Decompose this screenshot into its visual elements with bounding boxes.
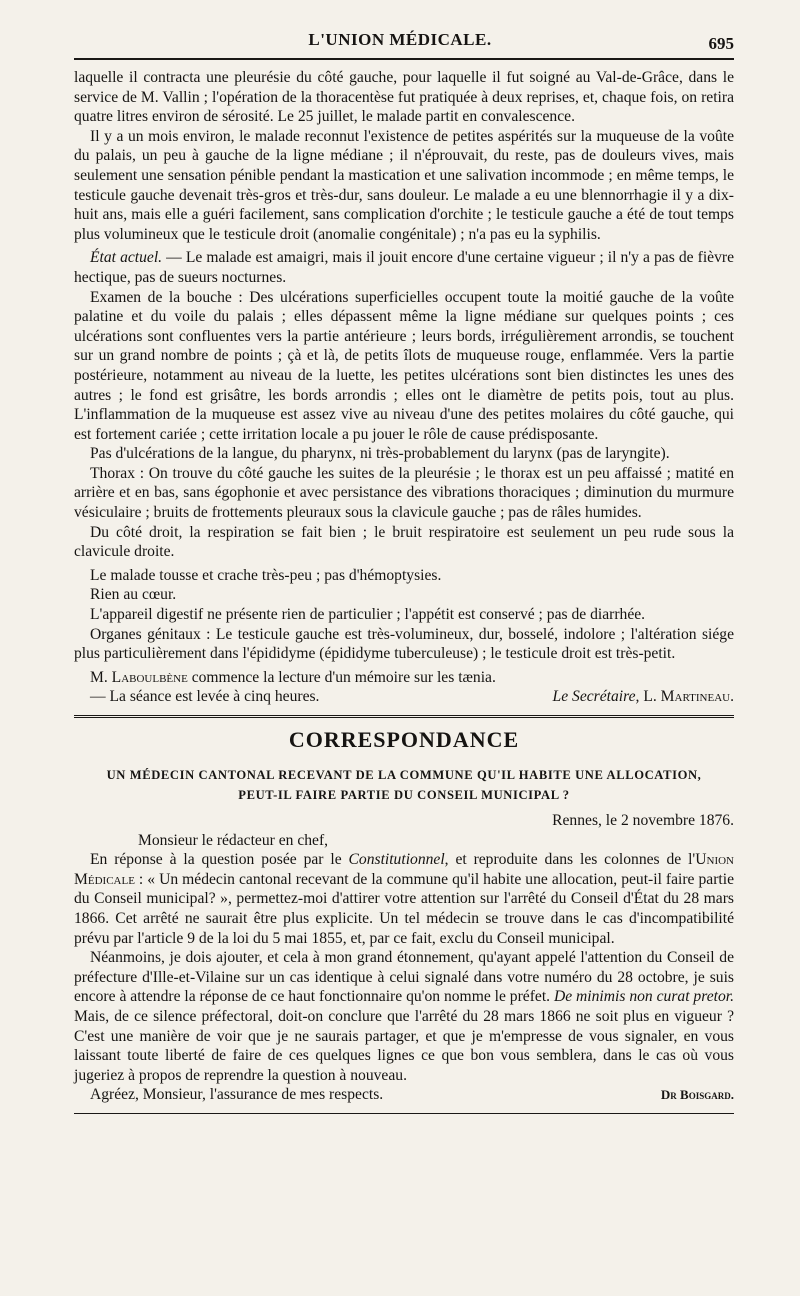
paragraph-onset: Il y a un mois environ, le malade reconnut l'existence de petites aspérités sur la muqueuse de la voûte du palais, un peu à gauche de la ligne médiane ; il n'éprouvait, du reste, pas de douleurs vives, mais seulement une sensation pénible pendant la mastication et une salivation incommode ; en même temps, le testicule gauche devenait très-gros et très-dur, sans douleur. Le malade a eu une blennorrhagie il y a dix-huit ans, mais elle a guéri facilement, sans complication d'orchite ; le testicule gauche a été de tout temps plus volumineux que le testicule droit (anomalie congénitale) ; n'a pas eu la syphilis. xyxy=(74,127,734,243)
dateline: Rennes, le 2 novembre 1876. xyxy=(552,812,734,829)
union-medicale-name: Union Médicale xyxy=(74,851,734,888)
secretary-signature xyxy=(553,687,734,707)
footer-rule xyxy=(74,1113,734,1114)
letter-text: En réponse à la question posée par le xyxy=(90,851,349,869)
header-rule xyxy=(74,58,734,60)
letter-text: : « Un médecin cantonal recevant de la commune qu'il habite une allocation, peut-il faire partie du Conseil municipal? », permettez-moi d'attirer votre attention sur l'arrêté du Conseil d'État du 28 mars 1866. Cet arrêté ne saurait être plus explicite. Un tel médecin se trouve dans le cas d'incompatibilité prévu par l'article 9 de la loi du 5 mai 1855, et, par ce fait, exclu du Conseil municipal. xyxy=(74,870,734,947)
question-line-1: UN MÉDECIN CANTONAL RECEVANT DE LA COMMUNE QU'IL HABITE UNE ALLOCATION, xyxy=(106,768,702,782)
letter-paragraph-1 xyxy=(74,850,734,948)
latin-maxim: De minimis non curat pretor. xyxy=(553,988,734,1006)
current-state-text: — Le malade est amaigri, mais il jouit encore d'une certaine vigueur ; il n'y a pas de fièvre hectique, pas de sueurs nocturnes. xyxy=(74,249,734,286)
paragraph-mouth-exam: Examen de la bouche : Des ulcérations superficielles occupent toute la moitié gauche de la voûte palatine et du voile du palais ; elles dépassent même la ligne médiane sur quelques points ; ces ulcérations sont confluentes vers la partie antérieure ; leurs bords, irrégulièrement arrondis, se touchent sur un grand nombre de points ; çà et là, de petits îlots de muqueuse rouge, enflammée. Vers la partie postérieure, notamment au niveau de la luette, les petites ulcérations sont bien distinctes les unes des autres ; le fond est grisâtre, les bords arrondis ; elles ont le diamètre de petits pois, tout au plus. L'inflammation de la muqueuse est assez vive au niveau d'une des petites molaires du côté gauche, qui est fortement cariée ; cette irritation locale a pu jouer le rôle de cause prédisposante. xyxy=(74,288,734,443)
paragraph-history: laquelle il contracta une pleurésie du côté gauche, pour laquelle il fut soigné au Val-de-Grâce, dans le service de M. Vallin ; l'opération de la thoracentèse fut pratiquée à deux reprises, et, chaque fois, on retira quatre litres environ de sérosité. Le 25 juillet, le malade partit en convalescence. xyxy=(74,69,734,126)
letter-text: , et reproduite dans les colonnes de l' xyxy=(444,851,696,869)
question-line-2: PEUT-IL FAIRE PARTIE DU CONSEIL MUNICIPAL ? xyxy=(238,788,570,802)
letter-text: Néanmoins, je dois ajouter, et cela à mon grand étonnement, qu'ayant appelé l'attention du Conseil de préfecture d'Ille-et-Vilaine sur un cas identique à celui signalé dans votre numéro du 28 octobre, je suis encore à attendre la réponse de ce haut fonctionnaire qu'on nomme le préfet. xyxy=(74,949,734,1006)
paragraph-cough: Le malade tousse et crache très-peu ; pas d'hémoptysies. xyxy=(90,566,442,584)
section-divider xyxy=(74,715,734,721)
journal-name: Constitutionnel xyxy=(348,851,445,869)
letter-closing xyxy=(74,1085,734,1105)
closing-formula: Agréez, Monsieur, l'assurance de mes respects. xyxy=(90,1086,384,1104)
letter-text: Mais, de ce silence préfectoral, doit-on conclure que l'arrêté du 28 mars 1866 ne soit plus en vigueur ? C'est une manière de voir que je ne saurais partager, et que je m'empresse de vous signaler, en vous laissant toute liberté de faire de ces quelques lignes ce que bon vous semblera, dans le cas où vous jugeriez à propos de reprendre la question à nouveau. xyxy=(74,1007,734,1084)
current-state-lead: État actuel. xyxy=(90,249,163,267)
section-title: CORRESPONDANCE xyxy=(288,727,520,752)
paragraph-current-state xyxy=(74,248,734,287)
page-number: 695 xyxy=(708,34,734,53)
article-body xyxy=(74,68,734,707)
speaker-name: M. Laboulbène xyxy=(90,668,188,686)
paragraph-digestive: L'appareil digestif ne présente rien de particulier ; l'appétit est conservé ; pas de diarrhée. xyxy=(90,606,646,624)
page-header xyxy=(74,0,734,54)
paragraph-genital: Organes génitaux : Le testicule gauche est très-volumineux, dur, bosselé, indolore ; l'altération siége plus particulièrement dans l'épididyme (épididyme tuberculeuse) ; le testicule droit est très-petit. xyxy=(74,625,734,663)
paragraph-thorax: Thorax : On trouve du côté gauche les suites de la pleurésie ; le thorax est un peu affaissé ; matité en arrière et en bas, sans égophonie et avec persistance des vibrations thoraciques ; diminution du murmure vésiculaire ; bruits de frottements pleuraux sous la clavicule gauche ; pas de râles humides. xyxy=(74,464,734,522)
secretary-label: Le Secrétaire, xyxy=(552,688,640,706)
laboulbene-text: commence la lecture d'un mémoire sur les tænia. xyxy=(187,668,496,686)
running-title: L'UNION MÉDICALE. xyxy=(308,30,492,49)
paragraph-laboulbene xyxy=(74,668,734,688)
correspondence-section xyxy=(74,727,734,1105)
closing-line xyxy=(74,687,734,707)
paragraph-right-side: Du côté droit, la respiration se fait bien ; le bruit respiratoire est seulement un peu rude sous la clavicule droite. xyxy=(74,523,734,561)
salutation: Monsieur le rédacteur en chef, xyxy=(138,831,329,849)
paragraph-tongue: Pas d'ulcérations de la langue, du pharynx, ni très-probablement du larynx (pas de laryngite). xyxy=(90,445,670,463)
secretary-name: L. Martineau. xyxy=(639,688,734,706)
session-closed: — La séance est levée à cinq heures. xyxy=(90,688,320,706)
letter-signature: Dr Boisgard. xyxy=(660,1087,734,1103)
letter-paragraph-2 xyxy=(74,948,734,1085)
paragraph-heart: Rien au cœur. xyxy=(90,586,177,604)
